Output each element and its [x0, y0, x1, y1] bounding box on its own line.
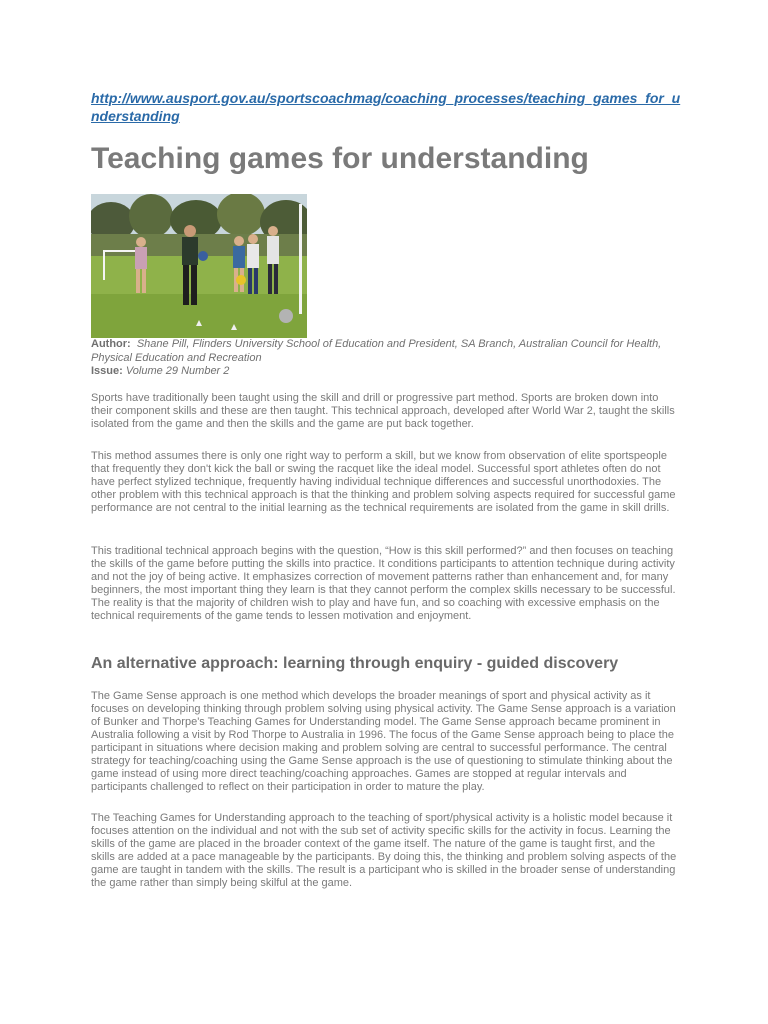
body-paragraph-2: This method assumes there is only one right way to perform a skill, but we know from observation of elite sportspeople that frequently they don't kick the ball or swing the racquet like the ideal model. Successful sport athletes often do not have perfect stylized technique, frequently having individual technique differences and successful unorthodoxies. The other problem with this technical approach is that the thinking and problem solving aspects required for successful game performance are not central to the initial learning as the technical requirements are isolated from the game in skill drills.: [91, 450, 676, 514]
author-line: [91, 338, 681, 365]
source-link[interactable]: http://www.ausport.gov.au/sportscoachmag/coaching_processes/teaching_games_for_understanding: [91, 90, 681, 124]
author-value: Shane Pill, Flinders University School of Education and President, SA Branch, Australian Council for Health, Physical Education and Recreation: [91, 338, 662, 364]
section-paragraph-2: The Teaching Games for Understanding approach to the teaching of sport/physical activity is a holistic model because it focuses attention on the individual and not with the sub set of activity specific skills for the activity in focus. Learning the skills of the game are placed in the broader context of the game itself. The nature of the game is taught first, and the skills are added at a pace manageable by the participants. By doing this, the thinking and problem solving aspects of the game are taught in tandem with the skills. The result is a participant who is skilled in the broader sense of understanding the game rather than simply being skilful at the game.: [91, 812, 677, 889]
section-heading: An alternative approach: learning through enquiry - guided discovery: [91, 655, 619, 672]
issue-label: Issue:: [91, 365, 123, 377]
author-label: Author:: [91, 338, 131, 350]
issue-value: Volume 29 Number 2: [125, 365, 230, 377]
article-photo: [91, 194, 307, 338]
issue-line: [91, 365, 681, 379]
section-paragraph-1: The Game Sense approach is one method which develops the broader meanings of sport and physical activity as it focuses on developing thinking through problem solving using physical activity. The Game Sense approach is a variation of Bunker and Thorpe's Teaching Games for Understanding model. The Game Sense approach became prominent in Australia following a visit by Rod Thorpe to Australia in 1996. The focus of the Game Sense approach being to place the participant in situations where decision making and problem solving are central to successful performance. The central strategy for teaching/coaching using the Game Sense approach is the use of questioning to stimulate thinking about the game instead of using more direct teaching/coaching approaches. Games are stopped at regular intervals and participants challenged to reflect on their participation in order to mature the play.: [91, 690, 676, 793]
page-title: Teaching games for understanding: [91, 142, 589, 175]
article-meta: [91, 338, 681, 379]
body-paragraph-3: This traditional technical approach begins with the question, “How is this skill performed?” and then focuses on teaching the skills of the game before putting the skills into practice. It conditions participants to attention technique during activity and not the joy of being active. It emphasizes correction of movement patterns rather than enhancement and, for many beginners, the most important thing they learn is that they cannot perform the complex skills necessary to be successful. The reality is that the majority of children wish to play and have fun, and so coaching with excessive emphasis on the technical requirements of the game tends to lessen motivation and enjoyment.: [91, 545, 676, 622]
body-paragraph-1: Sports have traditionally been taught using the skill and drill or progressive part method. Sports are broken down into their component skills and these are then taught. This technical approach, developed after World War 2, taught the skills isolated from the game and then the skills and the game are put back together.: [91, 392, 675, 430]
